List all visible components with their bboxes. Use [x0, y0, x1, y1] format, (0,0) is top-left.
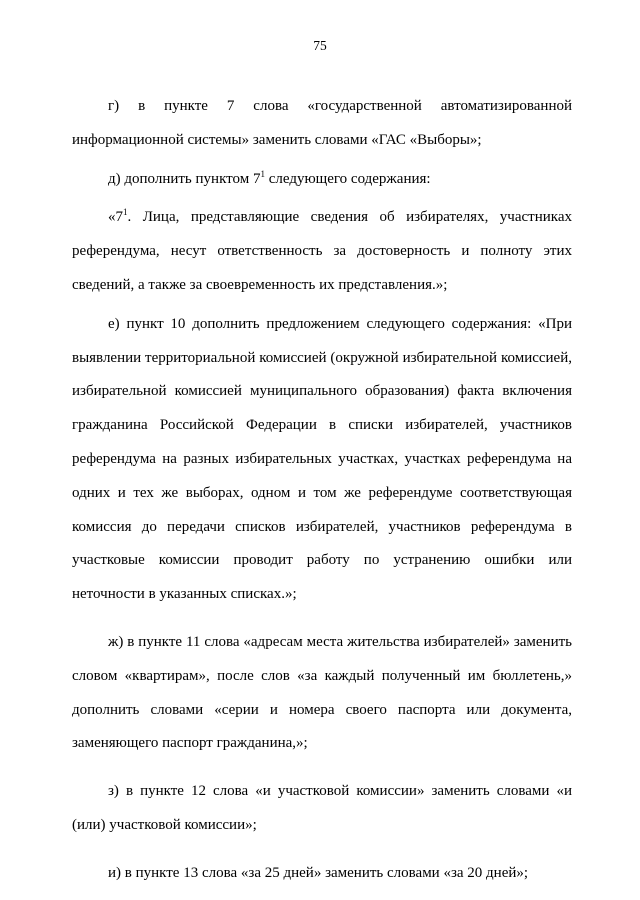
paragraph-d [72, 163, 572, 197]
paragraph-quote-text-end: . Лица, представляющие сведения об избирателях, участниках референдума, несут ответственность за достоверность и полноту этих сведений, а также за своевременность их представления.»; [72, 209, 572, 293]
paragraph-d-text-end: следующего содержания: [264, 170, 431, 187]
paragraph-quote-text: «7 [108, 209, 123, 226]
paragraph-quote [72, 201, 572, 302]
paragraph-g: г) в пункте 7 слова «государственной автоматизированной информационной системы» заменить словами «ГАС «Выборы»; [72, 98, 572, 148]
document-body [72, 90, 572, 891]
superscript-1: 1 [123, 207, 128, 218]
paragraph-z: з) в пункте 12 слова «и участковой комиссии» заменить словами «и (или) участковой комиссии»; [72, 783, 572, 833]
paragraph-zh: ж) в пункте 11 слова «адресам места жительства избирателей» заменить словом «квартирам», после слов «за каждый полученный им бюллетень,» дополнить словами «серии и номера своего паспорта или документа, заменяющего паспорт гражданина,»; [72, 633, 572, 752]
page-number: 75 [313, 38, 327, 53]
superscript-1: 1 [260, 168, 265, 179]
paragraph-i: и) в пункте 13 слова «за 25 дней» заменить словами «за 20 дней»; [108, 864, 529, 881]
paragraph-e: е) пункт 10 дополнить предложением следующего содержания: «При выявлении территориальной комиссией (окружной избирательной комиссией, избирательной комиссией муниципального образования) факта включения гражданина Российской Федерации в списки избирателей, участников референдума на разных избирательных участках, участках референдума на одних и тех же выборах, одном и том же референдуме соответствующая комиссия до передачи списков избирателей, участников референдума в участковые комиссии проводит работу по устранению ошибки или неточности в указанных списках.»; [72, 315, 572, 603]
paragraph-d-text: д) дополнить пунктом 7 [108, 170, 261, 187]
